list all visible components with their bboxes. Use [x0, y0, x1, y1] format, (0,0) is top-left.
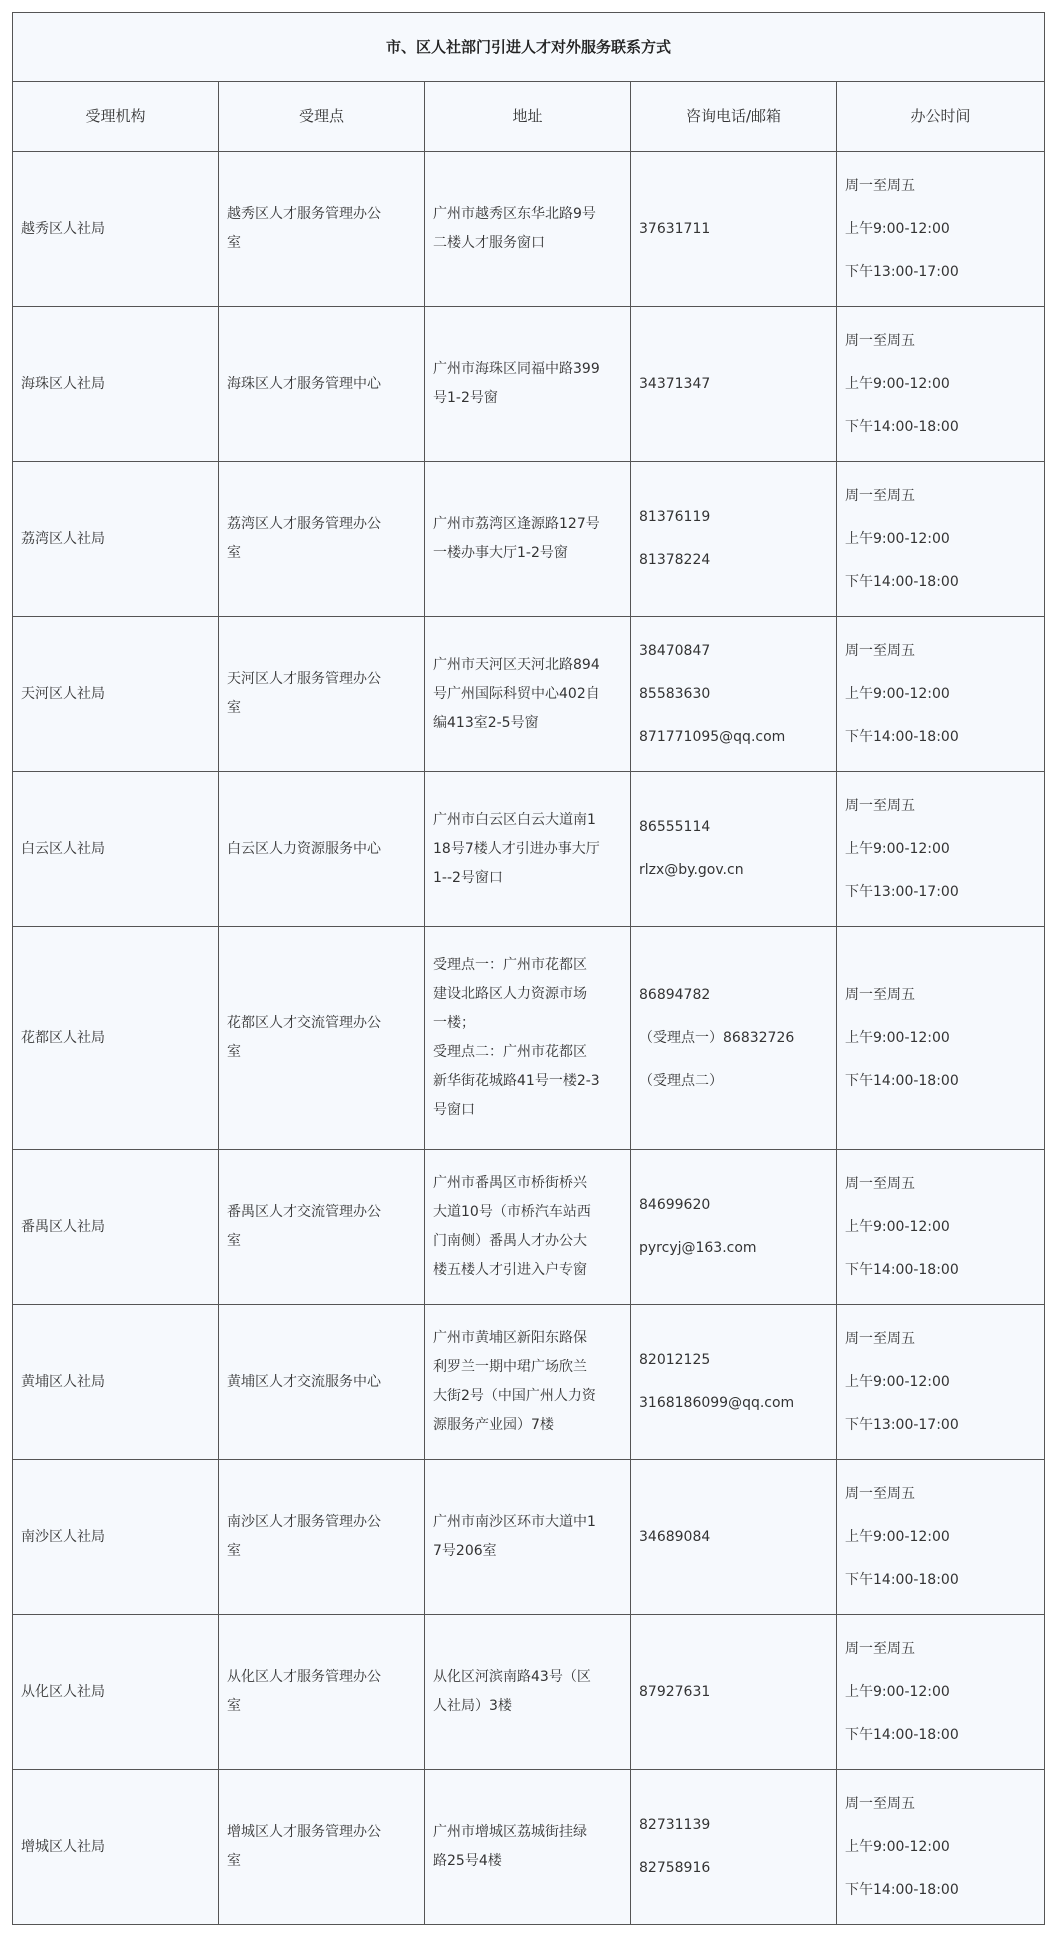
- contact-cell: [631, 152, 837, 307]
- header-contact: 咨询电话/邮箱: [631, 82, 837, 152]
- address-cell: [425, 1305, 631, 1460]
- contact-cell: [631, 1150, 837, 1305]
- hours-cell-line: 周一至周五: [845, 487, 915, 504]
- table-row: [13, 152, 1045, 307]
- contact-cell-line: 86555114: [639, 819, 711, 835]
- address-cell-line: 广州市增城区荔城街挂绿: [433, 1824, 587, 1840]
- org-cell: 从化区人社局: [13, 1615, 219, 1770]
- address-cell: [425, 307, 631, 462]
- point-cell: [219, 462, 425, 617]
- point-cell: [219, 1460, 425, 1615]
- contact-cell-line: 82758916: [639, 1860, 711, 1876]
- contact-cell-line: 34371347: [639, 375, 711, 392]
- hours-cell: [837, 1150, 1045, 1305]
- header-point: 受理点: [219, 82, 425, 152]
- org-cell: 越秀区人社局: [13, 152, 219, 307]
- table-header-row: [13, 82, 1045, 152]
- address-cell-line: 广州市番禺区市桥街桥兴: [433, 1175, 587, 1191]
- address-cell-line: 门南侧）番禺人才办公大: [433, 1233, 587, 1249]
- point-cell-line: 白云区人力资源服务中心: [227, 840, 381, 857]
- contact-cell-line: 86894782: [639, 986, 711, 1003]
- contact-cell-line: 82731139: [639, 1817, 711, 1833]
- address-cell: [425, 1615, 631, 1770]
- contact-cell-line: 81376119: [639, 509, 711, 525]
- table-title: 市、区人社部门引进人才对外服务联系方式: [13, 13, 1045, 82]
- point-cell: [219, 927, 425, 1150]
- hours-cell: [837, 152, 1045, 307]
- hours-cell-line: 上午9:00-12:00: [845, 1528, 950, 1545]
- address-cell: [425, 1150, 631, 1305]
- address-cell-line: 广州市白云区白云大道南1: [433, 811, 596, 828]
- hours-cell-line: 上午9:00-12:00: [845, 220, 950, 237]
- table-row: [13, 1305, 1045, 1460]
- contact-cell-line: 87927631: [639, 1683, 711, 1700]
- address-cell: [425, 1460, 631, 1615]
- point-cell-line: 室: [227, 545, 241, 561]
- point-cell: [219, 1305, 425, 1460]
- address-cell-line: 受理点一：广州市花都区: [433, 957, 587, 973]
- address-cell-line: 建设北路区人力资源市场: [433, 986, 587, 1002]
- hours-cell: [837, 927, 1045, 1150]
- hours-cell-line: 上午9:00-12:00: [845, 375, 950, 392]
- address-cell-line: 受理点二：广州市花都区: [433, 1044, 587, 1060]
- point-cell-line: 番禺区人才交流管理办公: [227, 1204, 381, 1220]
- point-cell-line: 室: [227, 1698, 241, 1714]
- hours-cell-line: 下午13:00-17:00: [845, 883, 959, 900]
- hours-cell-line: 上午9:00-12:00: [845, 685, 950, 702]
- hours-cell-line: 周一至周五: [845, 1485, 915, 1502]
- contact-cell-line: （受理点一）86832726: [639, 1029, 795, 1046]
- point-cell: [219, 1615, 425, 1770]
- address-cell-line: 18号7楼人才引进办事大厅: [433, 840, 600, 857]
- contact-cell-line: 871771095@qq.com: [639, 728, 786, 745]
- point-cell-line: 从化区人才服务管理办公: [227, 1669, 381, 1685]
- point-cell-line: 室: [227, 1853, 241, 1869]
- address-cell-line: 路25号4楼: [433, 1853, 502, 1869]
- contact-cell-line: 38470847: [639, 642, 711, 659]
- table-row: [13, 1615, 1045, 1770]
- hours-cell: [837, 617, 1045, 772]
- contact-cell-line: rlzx@by.gov.cn: [639, 862, 744, 878]
- hours-cell-line: 上午9:00-12:00: [845, 530, 950, 547]
- contact-cell: [631, 1460, 837, 1615]
- hours-cell: [837, 772, 1045, 927]
- address-cell-line: 楼五楼人才引进入户专窗: [433, 1262, 587, 1278]
- table-row: [13, 1460, 1045, 1615]
- hours-cell-line: 上午9:00-12:00: [845, 1218, 950, 1235]
- point-cell-line: 增城区人才服务管理办公: [227, 1824, 381, 1840]
- address-cell-line: 大道10号（市桥汽车站西: [433, 1204, 591, 1220]
- table-title-row: [13, 13, 1045, 82]
- point-cell: [219, 772, 425, 927]
- contact-cell: [631, 1770, 837, 1925]
- hours-cell-line: 下午13:00-17:00: [845, 1416, 959, 1433]
- address-cell: [425, 927, 631, 1150]
- hours-cell-line: 周一至周五: [845, 797, 915, 814]
- hours-cell-line: 上午9:00-12:00: [845, 1029, 950, 1046]
- contact-cell-line: （受理点二）: [639, 1072, 723, 1089]
- address-cell-line: 编413室2-5号窗: [433, 714, 539, 731]
- table-row: [13, 772, 1045, 927]
- hours-cell-line: 周一至周五: [845, 642, 915, 659]
- hours-cell-line: 下午14:00-18:00: [845, 1571, 959, 1588]
- hours-cell-line: 下午14:00-18:00: [845, 1261, 959, 1278]
- contact-cell: [631, 462, 837, 617]
- org-cell: 增城区人社局: [13, 1770, 219, 1925]
- point-cell-line: 室: [227, 1233, 241, 1249]
- contact-cell-line: 37631711: [639, 220, 711, 237]
- document: [12, 12, 1044, 1925]
- point-cell-line: 室: [227, 1044, 241, 1060]
- point-cell: [219, 307, 425, 462]
- hours-cell-line: 周一至周五: [845, 1795, 915, 1812]
- hours-cell: [837, 307, 1045, 462]
- hours-cell-line: 周一至周五: [845, 986, 915, 1003]
- point-cell-line: 室: [227, 235, 241, 251]
- address-cell-line: 广州市天河区天河北路894: [433, 656, 600, 673]
- hours-cell: [837, 462, 1045, 617]
- address-cell-line: 7号206室: [433, 1543, 497, 1559]
- contact-cell-line: 82012125: [639, 1352, 711, 1368]
- contact-cell: [631, 1615, 837, 1770]
- address-cell: [425, 462, 631, 617]
- hours-cell-line: 下午14:00-18:00: [845, 1881, 959, 1898]
- hours-cell-line: 周一至周五: [845, 1330, 915, 1347]
- hours-cell-line: 下午14:00-18:00: [845, 1072, 959, 1089]
- address-cell-line: 号窗口: [433, 1102, 475, 1118]
- hours-cell-line: 下午14:00-18:00: [845, 573, 959, 590]
- table-row: [13, 1150, 1045, 1305]
- contact-cell: [631, 1305, 837, 1460]
- hours-cell: [837, 1305, 1045, 1460]
- org-cell: 黄埔区人社局: [13, 1305, 219, 1460]
- org-cell: 番禺区人社局: [13, 1150, 219, 1305]
- point-cell-line: 天河区人才服务管理办公: [227, 671, 381, 687]
- hours-cell-line: 周一至周五: [845, 177, 915, 194]
- contact-cell: [631, 927, 837, 1150]
- org-cell: 天河区人社局: [13, 617, 219, 772]
- org-cell: 南沙区人社局: [13, 1460, 219, 1615]
- address-cell-line: 新华街花城路41号一楼2-3: [433, 1073, 600, 1089]
- hours-cell-line: 上午9:00-12:00: [845, 840, 950, 857]
- point-cell: [219, 1150, 425, 1305]
- table-row: [13, 927, 1045, 1150]
- hours-cell: [837, 1460, 1045, 1615]
- hours-cell-line: 下午13:00-17:00: [845, 263, 959, 280]
- hours-cell: [837, 1615, 1045, 1770]
- address-cell-line: 从化区河滨南路43号（区: [433, 1669, 591, 1685]
- header-hours: 办公时间: [837, 82, 1045, 152]
- point-cell-line: 海珠区人才服务管理中心: [227, 375, 381, 392]
- point-cell-line: 荔湾区人才服务管理办公: [227, 516, 381, 532]
- address-cell-line: 人社局）3楼: [433, 1698, 512, 1714]
- table-row: [13, 462, 1045, 617]
- hours-cell-line: 周一至周五: [845, 332, 915, 349]
- hours-cell-line: 上午9:00-12:00: [845, 1373, 950, 1390]
- point-cell-line: 花都区人才交流管理办公: [227, 1015, 381, 1031]
- address-cell-line: 二楼人才服务窗口: [433, 235, 545, 251]
- address-cell-line: 广州市海珠区同福中路399: [433, 361, 600, 377]
- header-org: 受理机构: [13, 82, 219, 152]
- hours-cell-line: 上午9:00-12:00: [845, 1683, 950, 1700]
- table-row: [13, 617, 1045, 772]
- contact-cell-line: 81378224: [639, 552, 711, 568]
- contact-cell-line: 34689084: [639, 1528, 711, 1545]
- point-cell-line: 室: [227, 1543, 241, 1559]
- contact-cell-line: 3168186099@qq.com: [639, 1395, 795, 1411]
- address-cell-line: 1--2号窗口: [433, 869, 503, 886]
- point-cell: [219, 1770, 425, 1925]
- org-cell: 花都区人社局: [13, 927, 219, 1150]
- address-cell: [425, 1770, 631, 1925]
- org-cell: 白云区人社局: [13, 772, 219, 927]
- table-row: [13, 1770, 1045, 1925]
- contact-cell: [631, 307, 837, 462]
- hours-cell-line: 下午14:00-18:00: [845, 418, 959, 435]
- point-cell-line: 黄埔区人才交流服务中心: [227, 1373, 381, 1390]
- contact-cell-line: pyrcyj@163.com: [639, 1240, 757, 1256]
- address-cell-line: 广州市黄埔区新阳东路保: [433, 1330, 587, 1346]
- address-cell-line: 利罗兰一期中珺广场欣兰: [433, 1359, 587, 1375]
- hours-cell: [837, 1770, 1045, 1925]
- contact-table: [12, 12, 1045, 1925]
- address-cell-line: 一楼办事大厅1-2号窗: [433, 545, 568, 561]
- address-cell-line: 号1-2号窗: [433, 390, 498, 406]
- hours-cell-line: 下午14:00-18:00: [845, 728, 959, 745]
- address-cell-line: 源服务产业园）7楼: [433, 1417, 554, 1433]
- point-cell-line: 南沙区人才服务管理办公: [227, 1514, 381, 1530]
- address-cell: [425, 617, 631, 772]
- address-cell-line: 广州市荔湾区逢源路127号: [433, 516, 600, 532]
- contact-cell: [631, 772, 837, 927]
- header-address: 地址: [425, 82, 631, 152]
- table-row: [13, 307, 1045, 462]
- point-cell-line: 越秀区人才服务管理办公: [227, 206, 381, 222]
- address-cell-line: 广州市南沙区环市大道中1: [433, 1514, 596, 1530]
- hours-cell-line: 上午9:00-12:00: [845, 1838, 950, 1855]
- hours-cell-line: 周一至周五: [845, 1175, 915, 1192]
- address-cell: [425, 152, 631, 307]
- address-cell-line: 一楼；: [433, 1015, 475, 1031]
- org-cell: 海珠区人社局: [13, 307, 219, 462]
- org-cell: 荔湾区人社局: [13, 462, 219, 617]
- point-cell: [219, 617, 425, 772]
- contact-cell-line: 85583630: [639, 685, 711, 702]
- point-cell: [219, 152, 425, 307]
- address-cell-line: 广州市越秀区东华北路9号: [433, 206, 596, 222]
- hours-cell-line: 下午14:00-18:00: [845, 1726, 959, 1743]
- hours-cell-line: 周一至周五: [845, 1640, 915, 1657]
- contact-cell-line: 84699620: [639, 1197, 711, 1213]
- address-cell-line: 号广州国际科贸中心402自: [433, 685, 600, 702]
- point-cell-line: 室: [227, 700, 241, 716]
- address-cell: [425, 772, 631, 927]
- address-cell-line: 大街2号（中国广州人力资: [433, 1388, 596, 1404]
- contact-cell: [631, 617, 837, 772]
